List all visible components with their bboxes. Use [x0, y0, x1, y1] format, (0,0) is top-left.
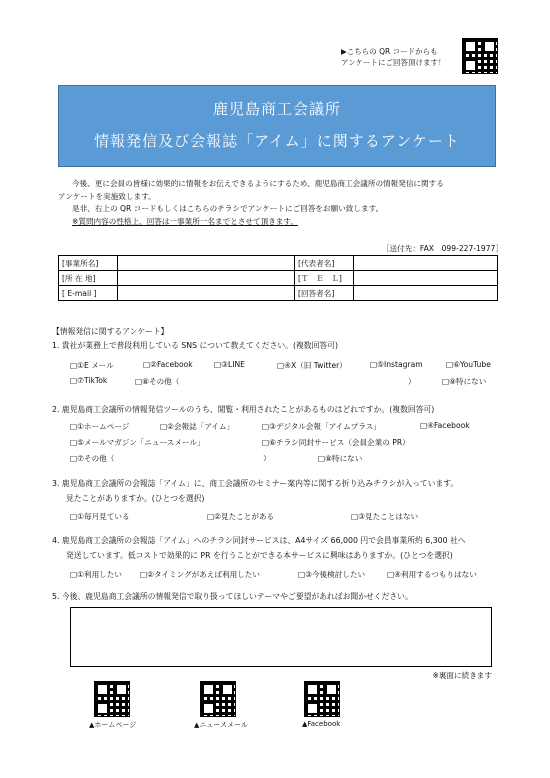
homepage-qr-code[interactable]: [94, 681, 130, 717]
respondent-label: [回答者名]: [295, 286, 354, 301]
q1-option-line[interactable]: □③LINE: [214, 360, 245, 369]
q3-option-never[interactable]: □③見たことはない: [351, 512, 419, 521]
q1-option-other-close: ）: [408, 377, 416, 386]
q1-option-tiktok[interactable]: □⑦TikTok: [70, 376, 108, 385]
section-title: 【情報発信に関するアンケート】: [52, 327, 169, 336]
q2-option-aim-plus[interactable]: □③デジタル会報「アイムプラス」: [262, 422, 381, 431]
facebook-qr-code[interactable]: [304, 681, 340, 717]
intro-line4: ※質問内容の性格上、回答は一事業所一名までとさせて頂きます。: [72, 216, 298, 226]
q2-option-facebook[interactable]: □④Facebook: [420, 421, 470, 430]
intro-line3: 是非、右上の QR コードもしくはこちらのチラシでアンケートにご回答をお願い致します。: [72, 204, 384, 213]
intro-text: [58, 178, 498, 228]
tel-field[interactable]: [354, 271, 498, 286]
address-field[interactable]: [118, 271, 295, 286]
homepage-qr-caption: ▲ホームページ: [89, 721, 137, 729]
q4-option-no[interactable]: □④利用するつもりはない: [387, 570, 477, 579]
q3-option-seen[interactable]: □②見たことがある: [207, 512, 275, 521]
address-label: [所 在 地]: [59, 271, 118, 286]
qr-note-line2: アンケートにご回答頂けます！: [341, 58, 446, 67]
email-field[interactable]: [118, 286, 295, 301]
newsmail-qr-caption: ▲ニュースメール: [194, 721, 248, 729]
q2-option-aim[interactable]: □②会報誌「アイム」: [160, 422, 235, 431]
q5-text: 5. 今後、鹿児島商工会議所の情報発信で取り扱ってほしいテーマやご要望があればお聞かせください。: [52, 592, 413, 601]
q1-option-x[interactable]: □④X（旧 Twitter）: [277, 361, 347, 370]
q1-option-none[interactable]: □⑨特にない: [442, 377, 487, 386]
q1-option-instagram[interactable]: □⑤Instagram: [370, 360, 423, 369]
company-label: [事業所名]: [59, 256, 118, 271]
q1-option-email[interactable]: □①E メール: [70, 361, 114, 370]
q2-option-none[interactable]: □⑧特にない: [318, 454, 363, 463]
q3-option-monthly[interactable]: □①毎月見ている: [70, 512, 130, 521]
qr-note-line1: ▶こちらの QR コードからも: [341, 47, 438, 56]
q4-text-line2: 発送しています。低コストで効果的に PR を行うことができる本サービスに興味はありますか。(ひとつを選択): [66, 551, 453, 560]
q5-answer-box[interactable]: [70, 607, 492, 667]
tel-label: [Ｔ Ｅ Ｌ]: [295, 271, 354, 286]
company-field[interactable]: [118, 256, 295, 271]
facebook-qr-caption: ▲Facebook: [302, 720, 341, 728]
q1-option-facebook[interactable]: □②Facebook: [143, 360, 193, 369]
q3-text-line1: 3. 鹿児島商工会議所の会報誌「アイム」に、商工会議所のセミナー案内等に関する折り込みチラシが入っています。: [52, 479, 459, 488]
survey-qr-code[interactable]: [462, 38, 498, 74]
q3-text-line2: 見たことがありますか。(ひとつを選択): [66, 494, 205, 503]
representative-label: [代表者名]: [295, 256, 354, 271]
respondent-field[interactable]: [354, 286, 498, 301]
newsmail-qr-code[interactable]: [200, 681, 236, 717]
q2-option-other[interactable]: □⑦その他（: [70, 454, 115, 463]
intro-line2: アンケートを実施致します。: [58, 191, 156, 201]
q2-option-homepage[interactable]: □①ホームページ: [70, 422, 130, 431]
q1-text: 1. 貴社が業務上で普段利用している SNS について教えてください。(複数回答可): [52, 341, 339, 350]
q2-option-other-close: ）: [263, 454, 271, 463]
q4-text-line1: 4. 鹿児島商工会議所の会報誌「アイム」へのチラシ同封サービスは、A4サイズ 66,000 円で会員事業所約 6,300 社へ: [52, 536, 466, 545]
intro-line1: 今後、更に会員の皆様に効果的に情報をお伝えできるようにするため、鹿児島商工会議所の情報発信に関する: [72, 179, 444, 188]
q2-option-newsmail[interactable]: □⑤メールマガジン「ニュースメール」: [70, 438, 205, 447]
representative-field[interactable]: [354, 256, 498, 271]
qr-note: [341, 46, 446, 68]
fax-destination: ［送付先：FAX 099-227-1977］: [381, 244, 503, 253]
page-subtitle: 情報発信及び会報誌「アイム」に関するアンケート: [94, 132, 460, 150]
respondent-info-table: [58, 255, 498, 301]
q4-option-consider[interactable]: □③今後検討したい: [298, 570, 366, 579]
q4-option-want[interactable]: □①利用したい: [70, 570, 122, 579]
q4-option-timing[interactable]: □②タイミングがあえば利用したい: [140, 570, 260, 579]
q1-option-youtube[interactable]: □⑥YouTube: [446, 360, 491, 369]
email-label: [ E-mail ]: [59, 286, 118, 301]
q2-option-flyer-service[interactable]: □⑥チラシ同封サービス（会員企業の PR）: [262, 438, 410, 447]
q2-text: 2. 鹿児島商工会議所の情報発信ツールのうち、閲覧・利用されたことがあるものはどれですか。(複数回答可): [52, 405, 435, 414]
q1-option-other[interactable]: □⑧その他（: [135, 377, 180, 386]
page-title: 鹿児島商工会議所: [212, 100, 341, 118]
header-banner: [58, 85, 496, 167]
continued-note: ※裏面に続きます: [432, 671, 492, 680]
